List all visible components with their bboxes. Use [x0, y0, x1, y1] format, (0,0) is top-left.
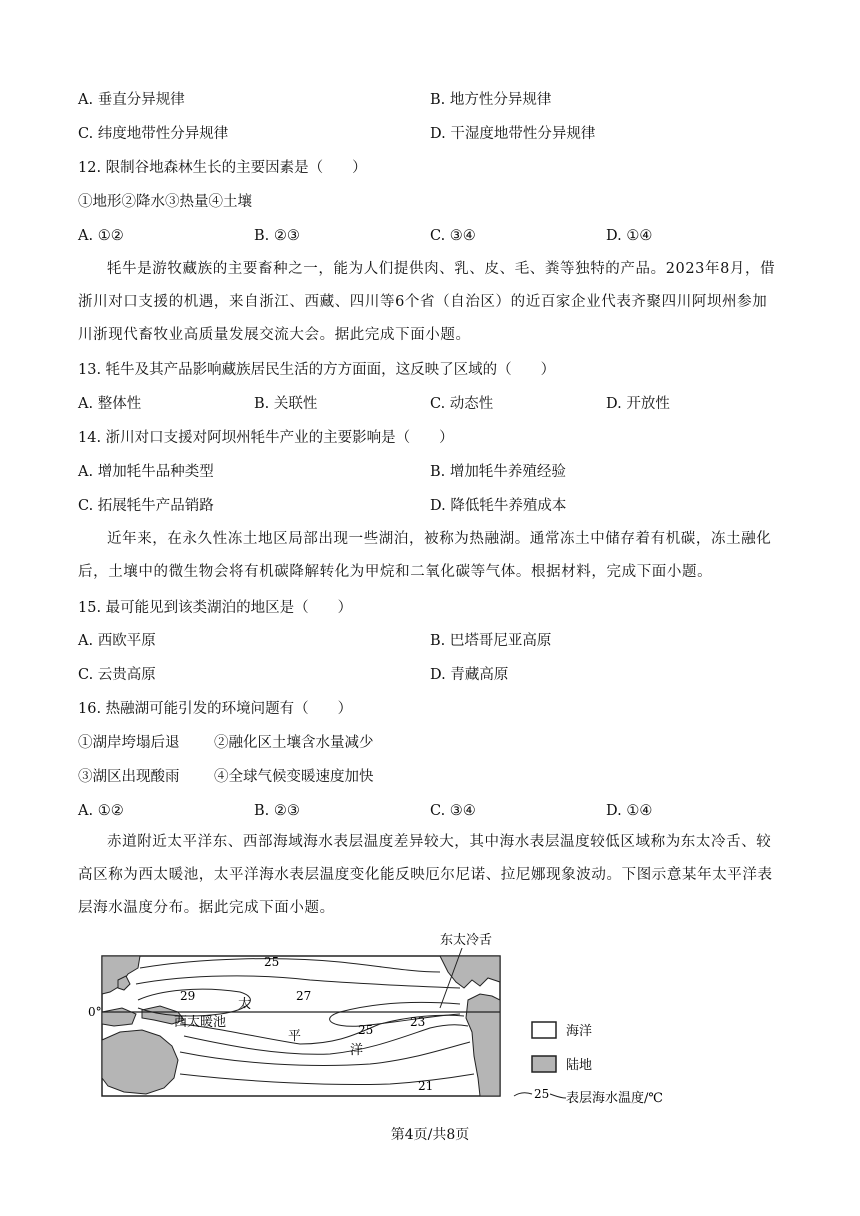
- q16-item-1: ①湖岸垮塌后退: [78, 735, 180, 751]
- q15-option-d: D. 青藏高原: [430, 667, 509, 683]
- q11-option-b: B. 地方性分异规律: [430, 92, 552, 108]
- passage-pacific: 赤道附近太平洋东、西部海域海水表层温度差异较大，其中海水表层温度较低区域称为东太冷舌、较高区称为西太暖池，太平洋海水表层温度变化能反映厄尔尼诺、拉尼娜现象波动。下图示意某年太平洋表层海水温度分布。据此完成下面小题。: [78, 834, 773, 916]
- q12-option-d: D. ①④: [606, 228, 653, 244]
- legend-ocean-label: 海洋: [566, 1024, 593, 1039]
- label-29: 29: [180, 989, 196, 1003]
- q12-items: ①地形②降水③热量④土壤: [78, 194, 252, 210]
- q14-option-d: D. 降低牦牛养殖成本: [430, 498, 567, 514]
- q16-option-d: D. ①④: [606, 803, 653, 819]
- q15-option-c: C. 云贵高原: [78, 667, 156, 683]
- q14-stem: 14. 浙川对口支援对阿坝州牦牛产业的主要影响是（ ）: [78, 430, 454, 446]
- legend-land-swatch: [532, 1056, 556, 1072]
- q16-option-a: A. ①②: [78, 803, 124, 819]
- q13-option-d: D. 开放性: [606, 396, 670, 412]
- q11-option-c: C. 纬度地带性分异规律: [78, 126, 229, 142]
- legend-ocean-swatch: [532, 1022, 556, 1038]
- q16-option-c: C. ③④: [430, 803, 476, 819]
- q11-option-d: D. 干湿度地带性分异规律: [430, 126, 596, 142]
- passage-yak: 牦牛是游牧藏族的主要畜种之一，能为人们提供肉、乳、皮、毛、粪等独特的产品。2023年8月，借浙川对口支援的机遇，来自浙江、西藏、四川等6个省（自治区）的近百家企业代表齐聚四川阿坝州参加川浙现代畜牧业高质量发展交流大会。据此完成下面小题。: [78, 261, 776, 343]
- legend-isotherm-left: [514, 1093, 532, 1096]
- word-tai: 太: [238, 997, 252, 1012]
- q13-option-c: C. 动态性: [430, 396, 494, 412]
- legend-isotherm-label: 表层海水温度/℃: [566, 1091, 663, 1106]
- label-east-tongue: 东太冷舌: [440, 933, 493, 948]
- q14-option-c: C. 拓展牦牛产品销路: [78, 498, 214, 514]
- page-footer: 第4页/共8页: [390, 1127, 470, 1143]
- q15-option-b: B. 巴塔哥尼亚高原: [430, 633, 552, 649]
- label-23: 23: [410, 1015, 426, 1029]
- q16-item-4: ④全球气候变暖速度加快: [214, 769, 374, 785]
- word-ping: 平: [288, 1029, 302, 1044]
- q14-option-b: B. 增加牦牛养殖经验: [430, 464, 566, 480]
- q12-option-a: A. ①②: [78, 228, 124, 244]
- label-27: 27: [296, 989, 312, 1003]
- passage-lake: 近年来，在永久性冻土地区局部出现一些湖泊，被称为热融湖。通常冻土中储存着有机碳，冻土融化后，土壤中的微生物会将有机碳降解转化为甲烷和二氧化碳等气体。根据材料，完成下面小题。: [78, 531, 772, 580]
- label-25-north: 25: [264, 955, 280, 969]
- q13-option-a: A. 整体性: [78, 396, 142, 412]
- equator-label: 0°: [88, 1005, 102, 1019]
- q15-stem: 15. 最可能见到该类湖泊的地区是（ ）: [78, 600, 353, 616]
- label-25-south: 25: [358, 1023, 374, 1037]
- q12-option-c: C. ③④: [430, 228, 476, 244]
- label-21: 21: [418, 1079, 434, 1093]
- pacific-sst-map: [80, 928, 680, 1108]
- legend-isotherm-right: [550, 1094, 566, 1098]
- q15-option-a: A. 西欧平原: [78, 633, 156, 649]
- q11-option-a: A. 垂直分异规律: [78, 92, 185, 108]
- q13-option-b: B. 关联性: [254, 396, 318, 412]
- q16-option-b: B. ②③: [254, 803, 300, 819]
- q16-item-3: ③湖区出现酸雨: [78, 769, 180, 785]
- q16-item-2: ②融化区土壤含水量减少: [214, 735, 374, 751]
- q12-option-b: B. ②③: [254, 228, 300, 244]
- legend-land-label: 陆地: [566, 1058, 593, 1073]
- label-west-pool: 西太暖池: [174, 1015, 227, 1030]
- legend-isotherm-value: 25: [534, 1087, 550, 1101]
- q13-stem: 13. 牦牛及其产品影响藏族居民生活的方方面面，这反映了区域的（ ）: [78, 362, 556, 378]
- q12-stem: 12. 限制谷地森林生长的主要因素是（ ）: [78, 160, 367, 176]
- word-yang: 洋: [350, 1043, 364, 1058]
- q16-stem: 16. 热融湖可能引发的环境问题有（ ）: [78, 701, 353, 717]
- q14-option-a: A. 增加牦牛品种类型: [78, 464, 214, 480]
